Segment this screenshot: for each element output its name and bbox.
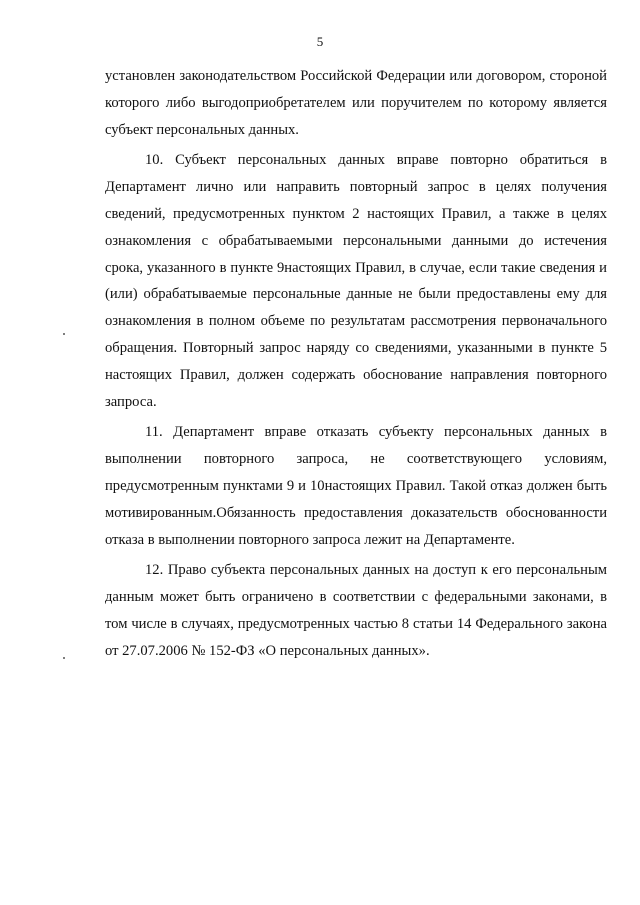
scan-speck bbox=[63, 333, 65, 335]
document-body bbox=[105, 63, 607, 669]
paragraph-continuation: установлен законодательством Российской Федерации или договором, стороной которого либо выгодоприобретателем или поручителем по которому является субъект персональных данных. bbox=[105, 68, 607, 138]
paragraph-10: 10. Субъект персональных данных вправе повторно обратиться в Департамент лично или направить повторный запрос в целях получения сведений, предусмотренных пунктом 2 настоящих Правил, а также в целях ознакомления с обрабатываемыми персональными данными до истечения срока, указанного в пункте 9настоящих Правил, в случае, если такие сведения и (или) обрабатываемые персональные данные не были предоставлены ему для ознакомления в полном объеме по результатам рассмотрения первоначального обращения. Повторный запрос наряду со сведениями, указанными в пункте 5 настоящих Правил, должен содержать обоснование направления повторного запроса. bbox=[105, 152, 607, 410]
paragraph-11: 11. Департамент вправе отказать субъекту персональных данных в выполнении повторного запроса, не соответствующего условиям, предусмотренным пунктами 9 и 10настоящих Правил. Такой отказ должен быть мотивированным.Обязанность предоставления доказательств обоснованности отказа в выполнении повторного запроса лежит на Департаменте. bbox=[105, 424, 607, 548]
paragraph-12: 12. Право субъекта персональных данных на доступ к его персональным данным может быть ограничено в соответствии с федеральными законами, в том числе в случаях, предусмотренных частью 8 статьи 14 Федерального закона от 27.07.2006 № 152-ФЗ «О персональных данных». bbox=[105, 562, 607, 659]
scan-speck bbox=[63, 657, 65, 659]
page-number: 5 bbox=[316, 34, 324, 49]
